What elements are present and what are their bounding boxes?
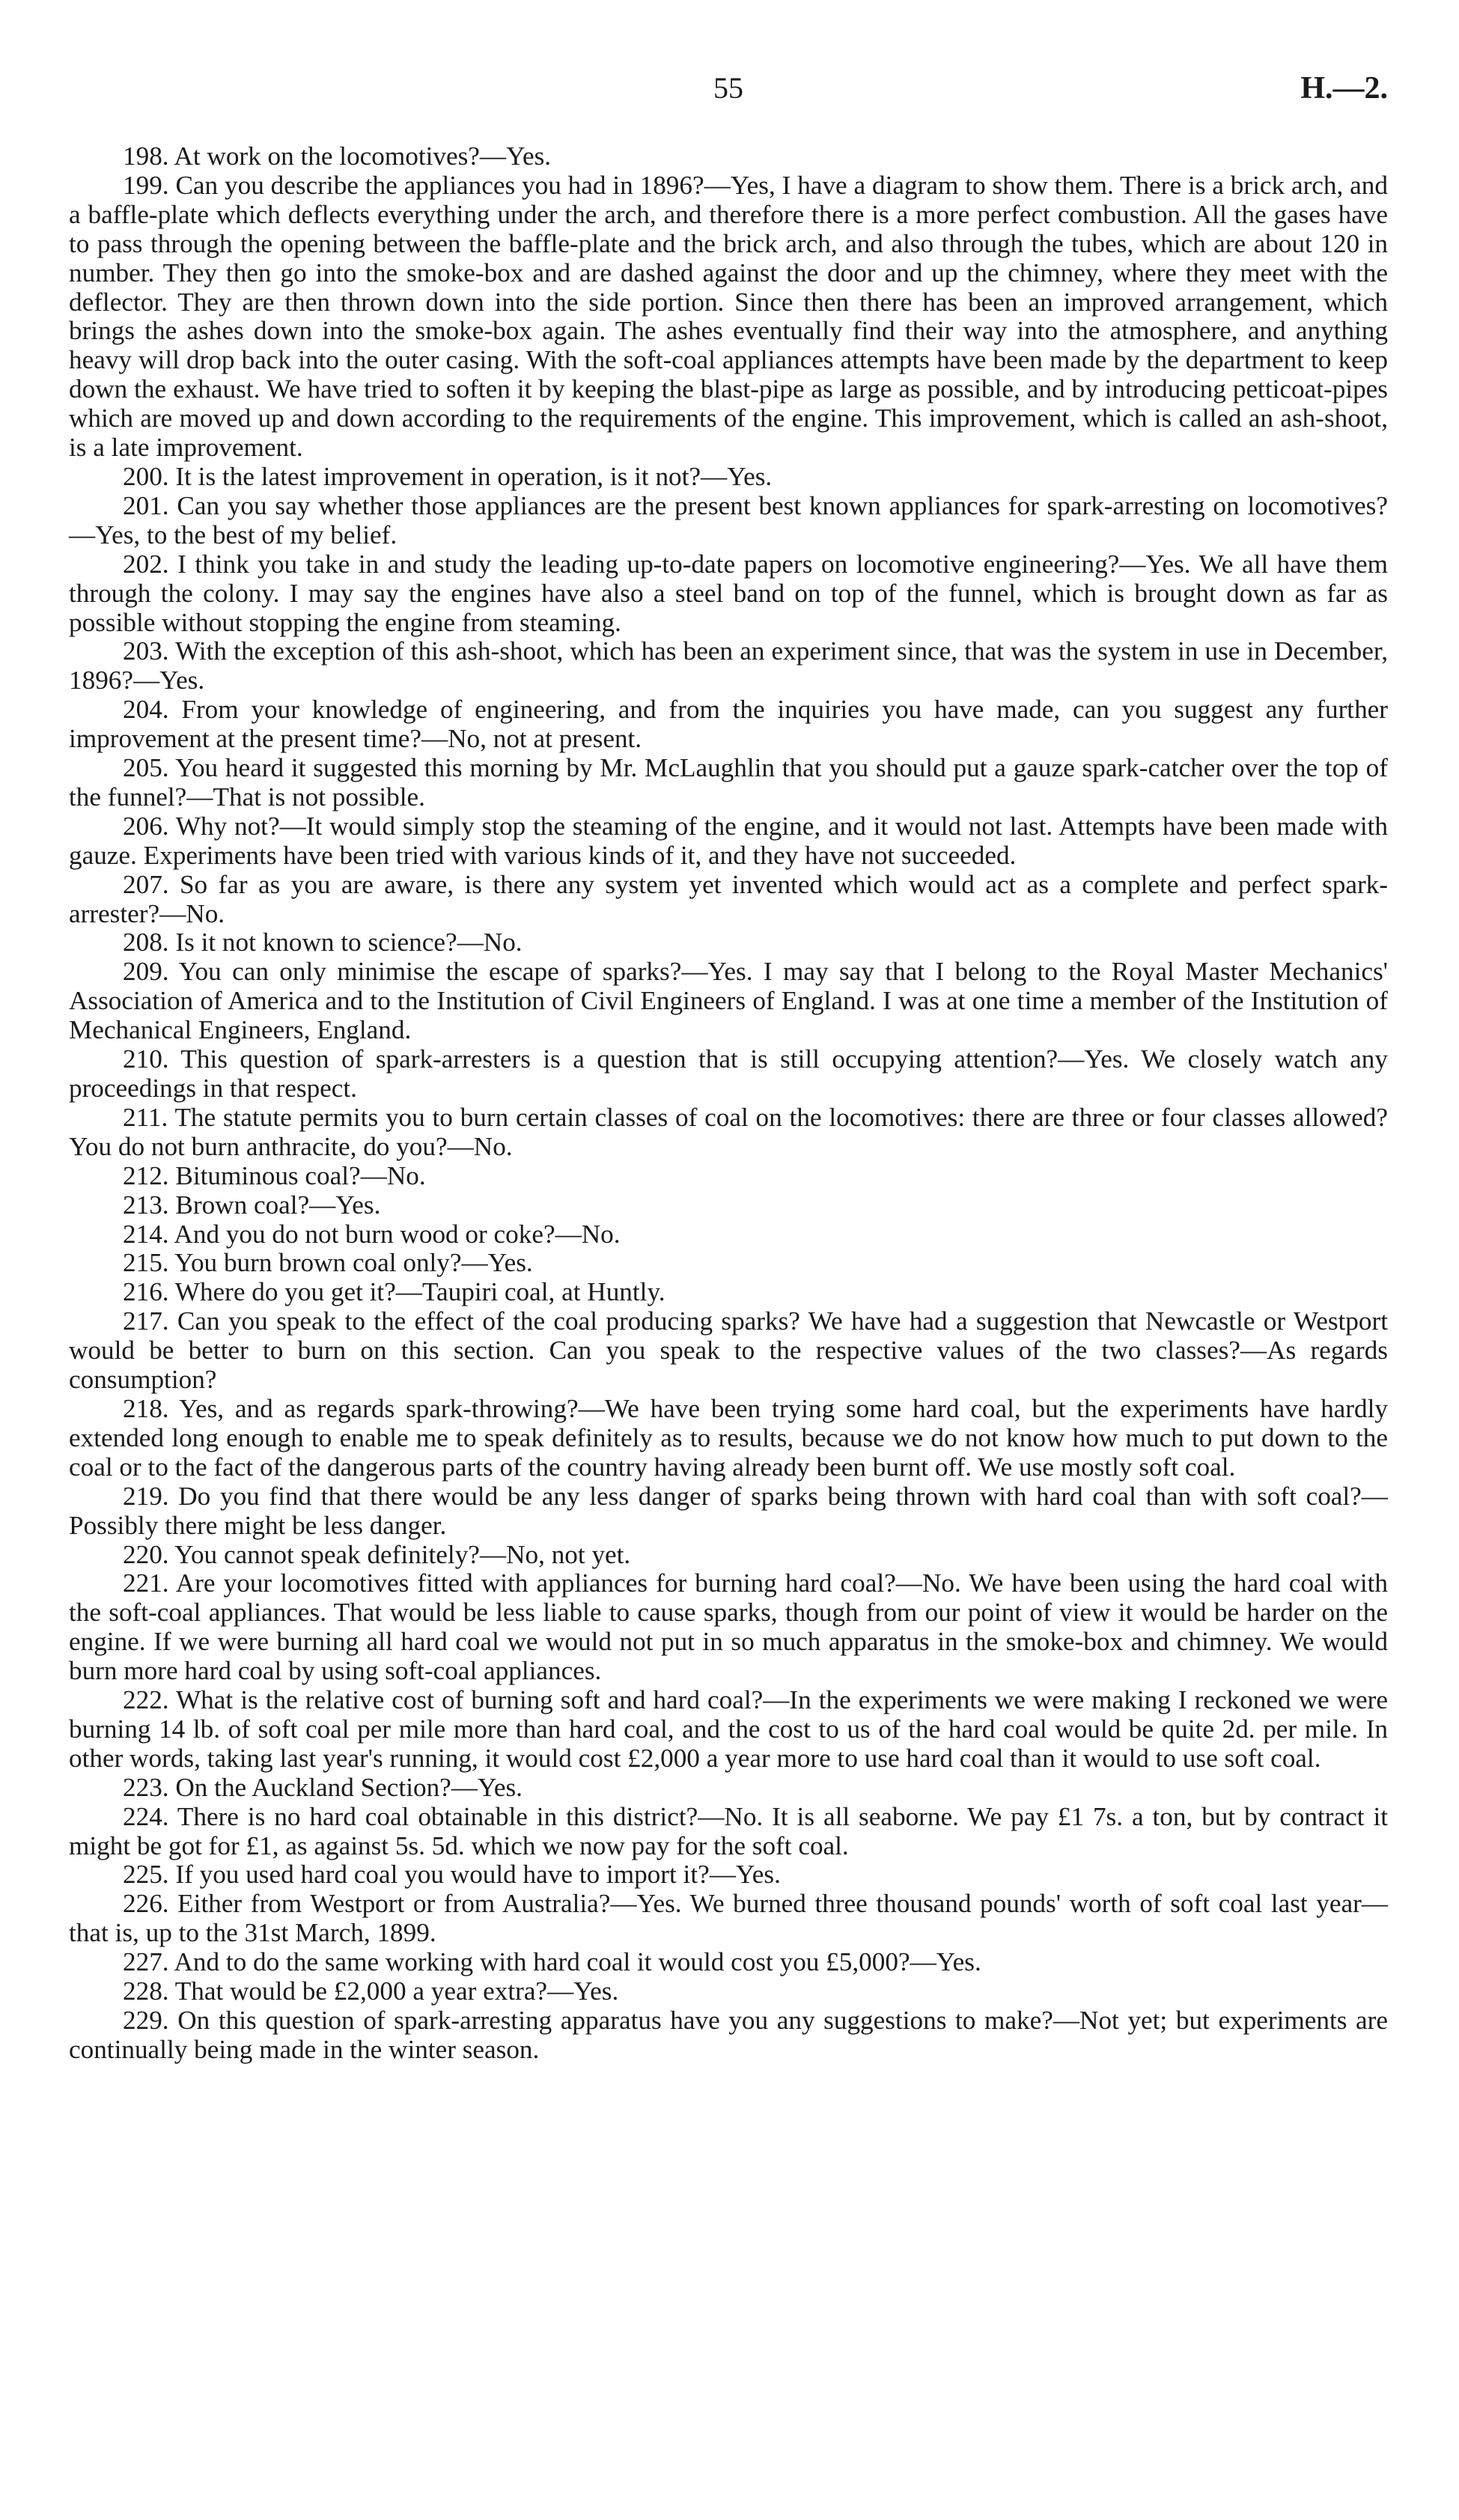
- evidence-paragraph: 219. Do you find that there would be any less danger of sparks being thrown with hard coal than with soft coal?—Possibly there might be less danger.: [69, 1481, 1388, 1540]
- document-page: [69, 73, 1388, 2065]
- evidence-paragraph: 228. That would be £2,000 a year extra?—Yes.: [123, 1976, 619, 2006]
- evidence-paragraph: 203. With the exception of this ash-shoot, which has been an experiment since, that was the system in use in December, 1896?—Yes.: [69, 636, 1388, 696]
- evidence-paragraph: 212. Bituminous coal?—No.: [123, 1160, 426, 1190]
- evidence-paragraph: 224. There is no hard coal obtainable in this district?—No. It is all seaborne. We pay £1 7s. a ton, but by contract it might be got for £1, as against 5s. 5d. which we now pay for the soft coal.: [69, 1801, 1388, 1860]
- evidence-paragraph: 202. I think you take in and study the leading up-to-date papers on locomotive engineering?—Yes. We all have them through the colony. I may say the engines have also a steel band on top of the funnel, which is brought down as far as possible without stopping the engine from steaming.: [69, 549, 1388, 637]
- evidence-paragraph: 213. Brown coal?—Yes.: [123, 1190, 381, 1220]
- evidence-paragraph: 221. Are your locomotives fitted with appliances for burning hard coal?—No. We have been using the hard coal with the soft-coal appliances. That would be less liable to cause sparks, though from our point of view it would be harder on the engine. If we were burning all hard coal we would not put in so much apparatus in the smoke-box and chimney. We would burn more hard coal by using soft-coal appliances.: [69, 1568, 1388, 1686]
- document-reference: H.—2.: [1300, 71, 1388, 106]
- evidence-paragraph: 198. At work on the locomotives?—Yes.: [123, 141, 552, 171]
- evidence-paragraph: 225. If you used hard coal you would have to import it?—Yes.: [123, 1860, 781, 1890]
- evidence-paragraph: 201. Can you say whether those appliances are the present best known appliances for spark-arresting on locomotives?—Yes, to the best of my belief.: [69, 490, 1388, 550]
- evidence-paragraph: 229. On this question of spark-arresting apparatus have you any suggestions to make?—Not yet; but experiments are continually being made in the winter season.: [69, 2006, 1388, 2064]
- evidence-paragraph: 200. It is the latest improvement in operation, is it not?—Yes.: [123, 461, 773, 491]
- evidence-paragraph: 199. Can you describe the appliances you had in 1896?—Yes, I have a diagram to show them. There is a brick arch, and a baffle-plate which deflects everything under the arch, and therefore there is a more perfect combustion. All the gases have to pass through the opening between the baffle-plate and the brick arch, and also through the tubes, which are about 120 in number. They then go into the smoke-box and are dashed against the door and up the chimney, where they meet with the deflector. They are then thrown down into the side portion. Since then there has been an improved arrangement, which brings the ashes down into the smoke-box again. The ashes eventually find their way into the atmosphere, and anything heavy will drop back into the outer casing. With the soft-coal appliances attempts have been made by the department to keep down the exhaust. We have tried to soften it by keeping the blast-pipe as large as possible, and by introducing petticoat-pipes which are moved up and down according to the requirements of the engine. This improvement, which is called an ash-shoot, is a late improvement.: [69, 170, 1388, 463]
- evidence-paragraph: 218. Yes, and as regards spark-throwing?—We have been trying some hard coal, but the experiments have hardly extended long enough to enable me to speak definitely as to results, because we do not know how much to put down to the coal or to the fact of the dangerous parts of the country having already been burnt off. We use mostly soft coal.: [69, 1393, 1388, 1482]
- evidence-paragraph: 207. So far as you are aware, is there any system yet invented which would act as a complete and perfect spark-arrester?—No.: [69, 869, 1388, 928]
- evidence-paragraph: 214. And you do not burn wood or coke?—No.: [123, 1219, 621, 1249]
- evidence-paragraph: 220. You cannot speak definitely?—No, not yet.: [123, 1539, 631, 1569]
- evidence-paragraph: 210. This question of spark-arresters is a question that is still occupying attention?—Yes. We closely watch any proceedings in that respect.: [69, 1044, 1388, 1103]
- evidence-paragraph: 217. Can you speak to the effect of the coal producing sparks? We have had a suggestion that Newcastle or Westport would be better to burn on this section. Can you speak to the respective values of the two classes?—As regards consumption?: [69, 1306, 1388, 1395]
- evidence-body: [69, 142, 1388, 2065]
- evidence-paragraph: 211. The statute permits you to burn certain classes of coal on the locomotives: there are three or four classes allowed? You do not burn anthracite, do you?—No.: [69, 1102, 1388, 1161]
- evidence-paragraph: 216. Where do you get it?—Taupiri coal, at Huntly.: [123, 1277, 665, 1307]
- evidence-paragraph: 209. You can only minimise the escape of sparks?—Yes. I may say that I belong to the Royal Master Mechanics' Association of America and to the Institution of Civil Engineers of England. I was at one time a member of the Institution of Mechanical Engineers, England.: [69, 957, 1388, 1045]
- evidence-paragraph: 215. You burn brown coal only?—Yes.: [123, 1248, 533, 1278]
- evidence-paragraph: 223. On the Auckland Section?—Yes.: [123, 1772, 523, 1802]
- page-number: 55: [713, 71, 743, 105]
- evidence-paragraph: 206. Why not?—It would simply stop the steaming of the engine, and it would not last. Attempts have been made with gauze. Experiments have been tried with various kinds of it, and they have not succeeded.: [69, 811, 1388, 870]
- evidence-paragraph: 226. Either from Westport or from Australia?—Yes. We burned three thousand pounds' worth of soft coal last year—that is, up to the 31st March, 1899.: [69, 1889, 1388, 1948]
- evidence-paragraph: 204. From your knowledge of engineering, and from the inquiries you have made, can you suggest any further improvement at the present time?—No, not at present.: [69, 695, 1388, 754]
- evidence-paragraph: 222. What is the relative cost of burning soft and hard coal?—In the experiments we were making I reckoned we were burning 14 lb. of soft coal per mile more than hard coal, and the cost to us of the hard coal would be quite 2d. per mile. In other words, taking last year's running, it would cost £2,000 a year more to use hard coal than it would to use soft coal.: [69, 1685, 1388, 1773]
- evidence-paragraph: 208. Is it not known to science?—No.: [123, 928, 523, 958]
- evidence-paragraph: 205. You heard it suggested this morning by Mr. McLaughlin that you should put a gauze spark-catcher over the top of the funnel?—That is not possible.: [69, 753, 1388, 812]
- page-header: [69, 73, 1388, 118]
- evidence-paragraph: 227. And to do the same working with hard coal it would cost you £5,000?—Yes.: [123, 1947, 981, 1977]
